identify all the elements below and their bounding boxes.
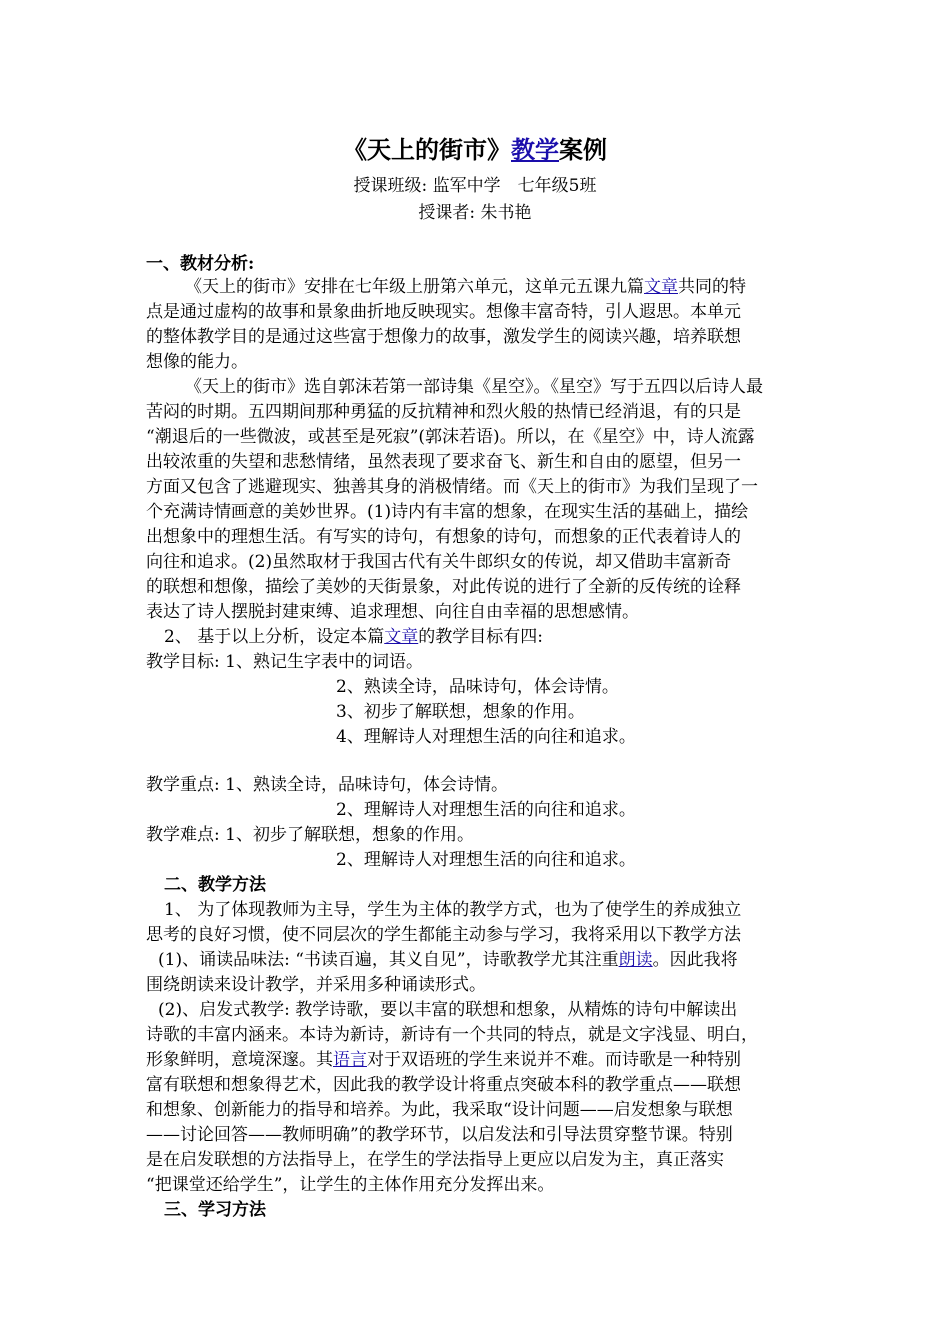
text-line: 苦闷的时期。五四期间那种勇猛的反抗精神和烈火般的热情已经消退，有的只是 bbox=[146, 402, 741, 422]
text-line: “把课堂还给学生”，让学生的主体作用充分发挥出来。 bbox=[146, 1175, 555, 1195]
text-line: (1)、诵读品味法: “书读百遍，其义自见”，诗歌教学尤其注重朗读。因此我将 bbox=[158, 950, 738, 970]
text-line: 点是通过虚构的故事和景象曲折地反映现实。想像丰富奇特，引人遐思。本单元 bbox=[146, 302, 741, 322]
article-link-2[interactable]: 文章 bbox=[384, 627, 419, 647]
text-line: 富有联想和想象得艺术，因此我的教学设计将重点突破本科的教学重点——联想 bbox=[146, 1075, 741, 1095]
text-line: 思考的良好习惯，使不同层次的学生都能主动参与学习，我将采用以下教学方法 bbox=[146, 925, 741, 945]
section-heading-3: 三、学习方法 bbox=[164, 1200, 266, 1220]
goal-item: 2、熟读全诗，品味诗句，体会诗情。 bbox=[336, 677, 619, 697]
key-point-item: 2、理解诗人对理想生活的向往和追求。 bbox=[336, 800, 636, 820]
read-aloud-link[interactable]: 朗读 bbox=[618, 950, 653, 970]
text-line: 是在启发联想的方法指导上，在学生的学法指导上更应以启发为主，真正落实 bbox=[146, 1150, 724, 1170]
teacher-info: 授课者: 朱书艳 bbox=[418, 203, 532, 223]
text-line: 出较浓重的失望和悲愁情绪，虽然表现了要求奋飞、新生和自由的愿望，但另一 bbox=[146, 452, 741, 472]
text-line: 出想象中的理想生活。有写实的诗句，有想象的诗句，而想象的正代表着诗人的 bbox=[146, 527, 741, 547]
text-line: “潮退后的一些微波，或甚至是死寂”(郭沫若语)。所以，在《星空》中，诗人流露 bbox=[146, 427, 755, 447]
goal-item: 4、理解诗人对理想生活的向往和追求。 bbox=[336, 727, 636, 747]
text-line: 《天上的街市》安排在七年级上册第六单元，这单元五课九篇文章共同的特 bbox=[185, 277, 746, 297]
difficult-point-item: 2、理解诗人对理想生活的向往和追求。 bbox=[336, 850, 636, 870]
text-line: 形象鲜明，意境深邃。其语言对于双语班的学生来说并不难。而诗歌是一种特别 bbox=[146, 1050, 741, 1070]
goal-item: 3、初步了解联想，想象的作用。 bbox=[336, 702, 585, 722]
title-link[interactable]: 教学 bbox=[511, 135, 559, 164]
text-line: 想像的能力。 bbox=[146, 352, 248, 372]
text-line: 围绕朗读来设计教学，并采用多种诵读形式。 bbox=[146, 975, 486, 995]
text-line: (2)、启发式教学: 教学诗歌，要以丰富的联想和想象，从精炼的诗句中解读出 bbox=[158, 1000, 738, 1020]
text-line: 个充满诗情画意的美妙世界。(1)诗内有丰富的想象，在现实生活的基础上，描绘 bbox=[146, 502, 749, 522]
text-line: 的整体教学目的是通过这些富于想像力的故事，激发学生的阅读兴趣，培养联想 bbox=[146, 327, 741, 347]
section-heading-2: 二、教学方法 bbox=[164, 875, 266, 895]
title-text: 《天上的街市》 bbox=[343, 135, 511, 164]
text-line: ——讨论回答——教师明确”的教学环节，以启发法和引导法贯穿整节课。特别 bbox=[146, 1125, 733, 1145]
language-link[interactable]: 语言 bbox=[333, 1050, 367, 1070]
text-line: 《天上的街市》选自郭沫若第一部诗集《星空》。《星空》写于五四以后诗人最 bbox=[185, 377, 763, 397]
difficult-points-label: 教学难点: 1、初步了解联想，想象的作用。 bbox=[146, 825, 474, 845]
text-line: 和想象、创新能力的指导和培养。为此，我采取“设计问题——启发想象与联想 bbox=[146, 1100, 733, 1120]
article-link[interactable]: 文章 bbox=[644, 277, 678, 297]
goals-label: 教学目标: 1、熟记生字表中的词语。 bbox=[146, 652, 423, 672]
goals-intro: 2、 基于以上分析，设定本篇文章的教学目标有四: bbox=[164, 627, 543, 647]
key-points-label: 教学重点: 1、熟读全诗，品味诗句，体会诗情。 bbox=[146, 775, 508, 795]
class-info: 授课班级: 监军中学 七年级5班 bbox=[353, 176, 597, 196]
text-line: 向往和追求。(2)虽然取材于我国古代有关牛郎织女的传说，却又借助丰富新奇 bbox=[146, 552, 732, 572]
text-line: 方面又包含了逃避现实、独善其身的消极情绪。而《天上的街市》为我们呈现了一 bbox=[146, 477, 758, 497]
text-line: 表达了诗人摆脱封建束缚、追求理想、向往自由幸福的思想感情。 bbox=[146, 602, 639, 622]
title-text-end: 案例 bbox=[559, 135, 607, 164]
section-heading-1: 一、教材分析: bbox=[146, 254, 255, 274]
page-title bbox=[0, 132, 950, 168]
text-line: 诗歌的丰富内涵来。本诗为新诗，新诗有一个共同的特点，就是文字浅显、明白， bbox=[146, 1025, 758, 1045]
text-line: 的联想和想像，描绘了美妙的天街景象，对此传说的进行了全新的反传统的诠释 bbox=[146, 577, 741, 597]
text-line: 1、 为了体现教师为主导，学生为主体的教学方式，也为了使学生的养成独立 bbox=[164, 900, 742, 920]
